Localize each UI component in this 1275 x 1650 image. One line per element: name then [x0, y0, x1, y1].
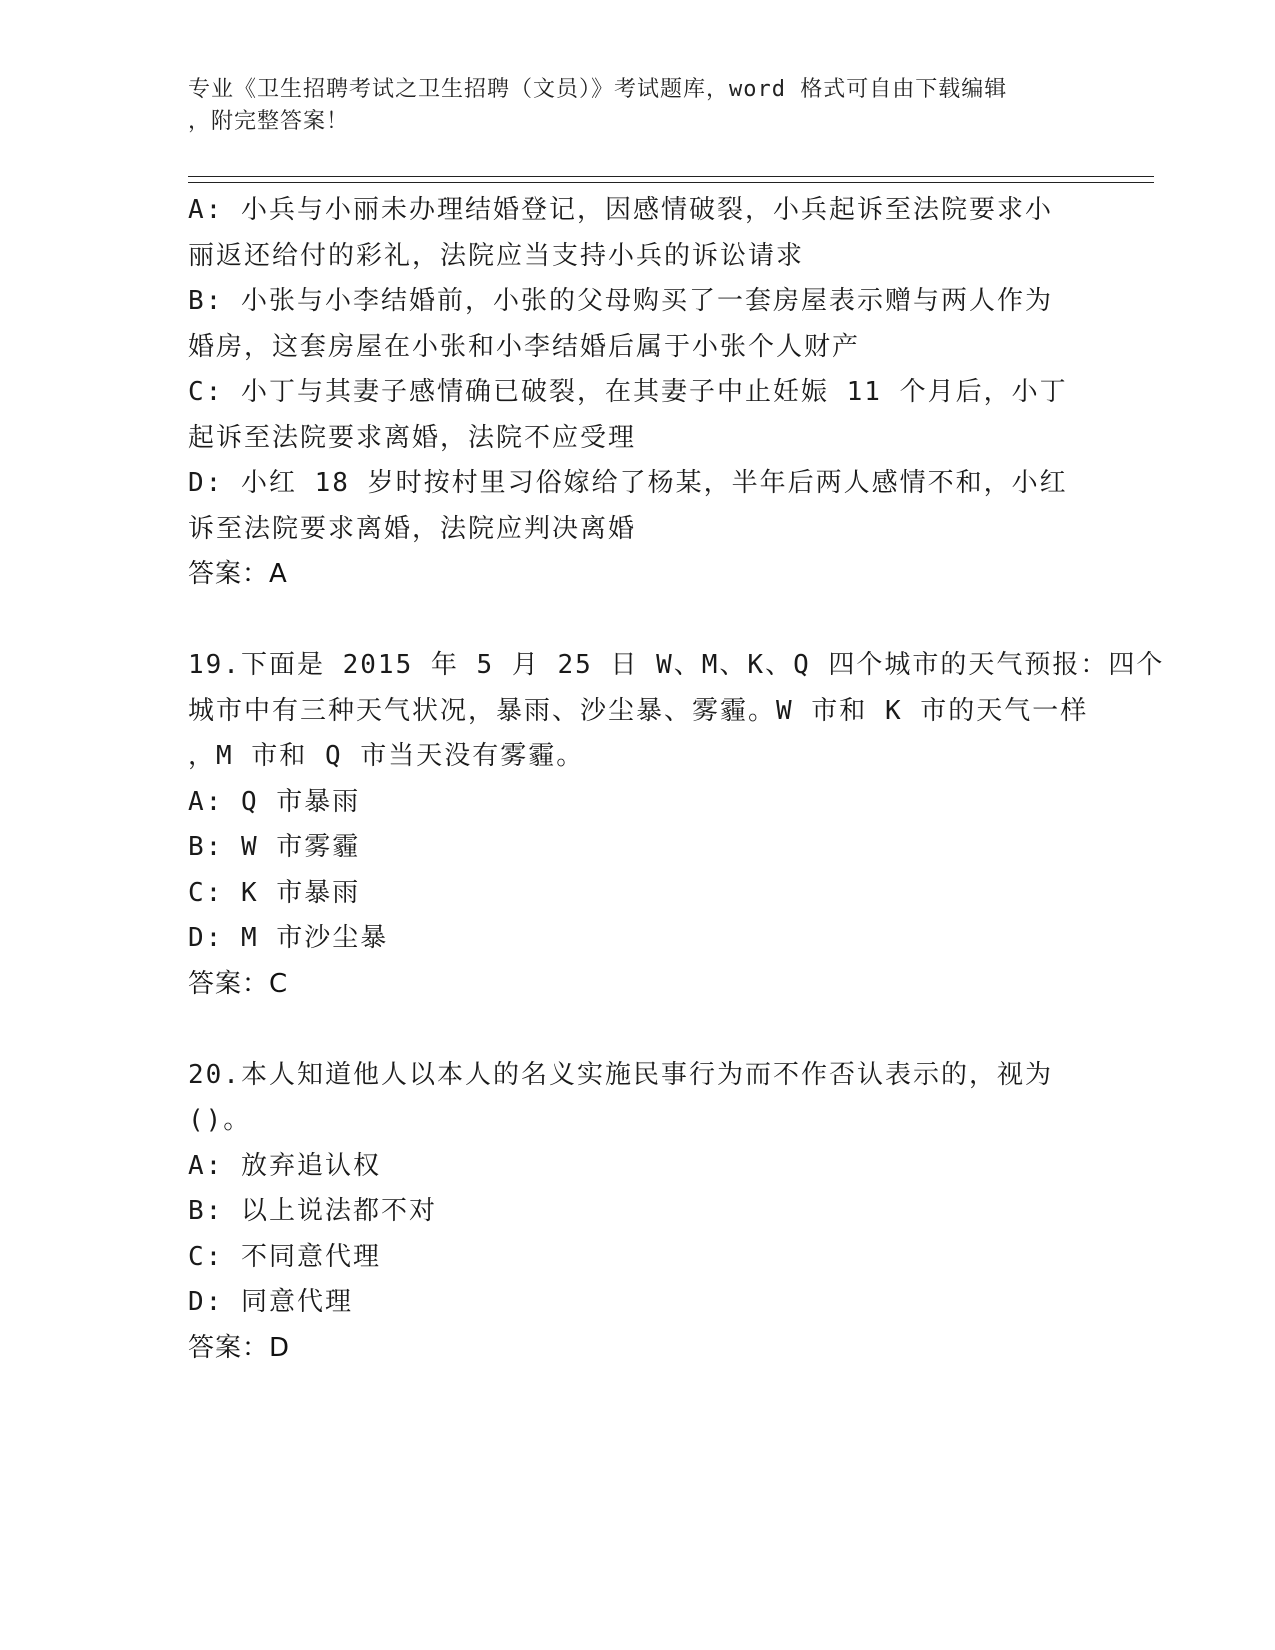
header-line-2: ，附完整答案！ [188, 109, 350, 134]
q20-option-a: A: 放弃追认权 [188, 1150, 381, 1181]
spacer [188, 598, 1088, 644]
q18-option-a-line-1: A: 小兵与小丽未办理结婚登记，因感情破裂，小兵起诉至法院要求小 [188, 195, 1053, 225]
q18-answer: 答案：A [188, 559, 288, 589]
q18-option-c-line-1: C: 小丁与其妻子感情确已破裂，在其妻子中止妊娠 11 个月后，小丁 [188, 377, 1068, 407]
q18-option-b-line-2: 婚房，这套房屋在小张和小李结婚后属于小张个人财产 [188, 331, 861, 362]
q20-stem-line-2: ()。 [188, 1105, 252, 1135]
q20-answer: 答案：D [188, 1332, 291, 1363]
q19-option-b: B: W 市雾霾 [188, 832, 361, 862]
q20-option-d: D: 同意代理 [188, 1287, 353, 1317]
question-18-block [188, 188, 1088, 598]
header-divider-top [188, 176, 1154, 177]
question-content [188, 188, 1165, 1371]
q19-answer: 答案：C [188, 968, 289, 999]
q19-stem-line-2: 城市中有三种天气状况，暴雨、沙尘暴、雾霾。W 市和 K 市的天气一样 [188, 695, 1089, 726]
q19-stem-line-3: ，M 市和 Q 市当天没有雾霾。 [188, 741, 585, 771]
header-line-1: 专业《卫生招聘考试之卫生招聘（文员）》考试题库，word 格式可自由下载编辑 [188, 77, 1008, 102]
q20-stem-line-1: 20.本人知道他人以本人的名义实施民事行为而不作否认表示的，视为 [188, 1059, 1053, 1090]
q20-option-c: C: 不同意代理 [188, 1241, 381, 1272]
q20-option-b: B: 以上说法都不对 [188, 1196, 437, 1226]
header-divider-bottom [188, 182, 1154, 183]
q18-option-c-line-2: 起诉至法院要求离婚，法院不应受理 [188, 422, 637, 453]
page-header [188, 74, 1078, 138]
spacer [188, 1007, 1088, 1053]
q18-option-d-line-1: D: 小红 18 岁时按村里习俗嫁给了杨某，半年后两人感情不和，小红 [188, 468, 1068, 498]
q19-option-d: D: M 市沙尘暴 [188, 923, 389, 953]
q18-option-a-line-2: 丽返还给付的彩礼，法院应当支持小兵的诉讼请求 [188, 240, 805, 271]
q19-option-c: C: K 市暴雨 [188, 877, 361, 908]
question-19-block [188, 643, 1165, 1007]
q19-option-a: A: Q 市暴雨 [188, 786, 361, 817]
question-20-block [188, 1053, 1088, 1372]
q18-option-d-line-2: 诉至法院要求离婚，法院应判决离婚 [188, 513, 637, 544]
q19-stem-line-1: 19.下面是 2015 年 5 月 25 日 W、M、K、Q 四个城市的天气预报：四个 [188, 650, 1165, 680]
q18-option-b-line-1: B: 小张与小李结婚前，小张的父母购买了一套房屋表示赠与两人作为 [188, 286, 1053, 316]
